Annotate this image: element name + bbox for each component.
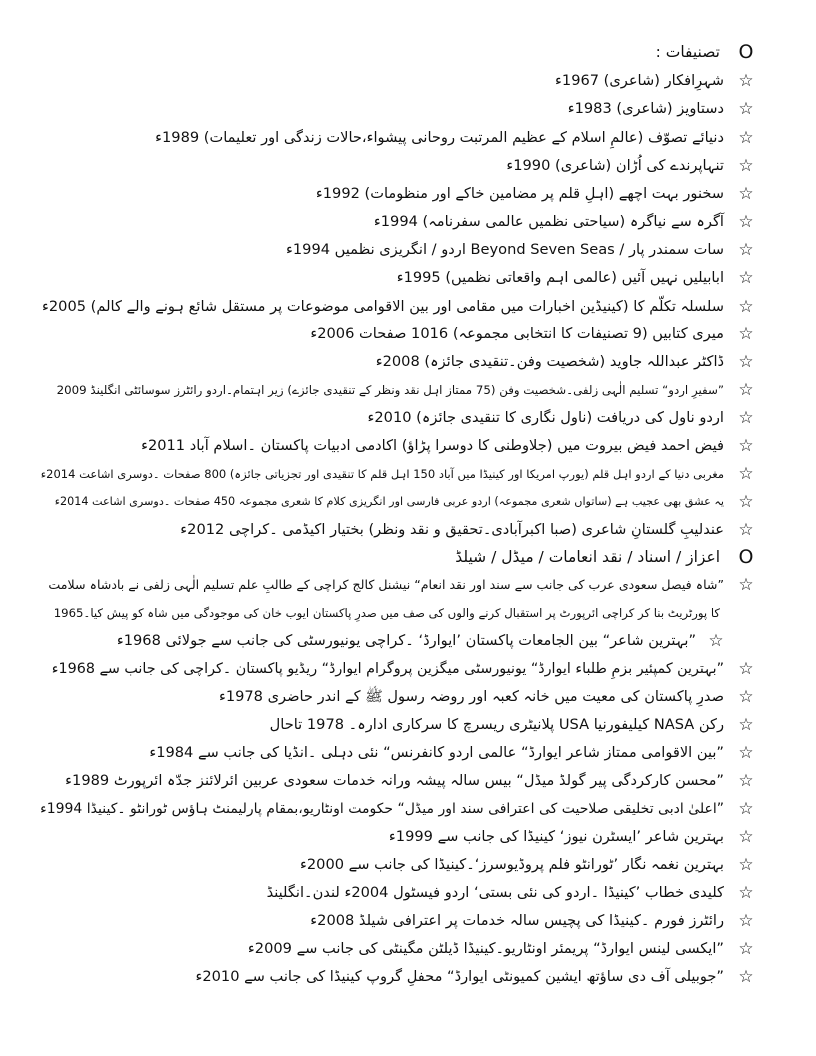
list-item-text: شہرِافکار (شاعری) 1967ء [555,72,724,89]
star-icon: ☆ [708,631,724,651]
star-icon: ☆ [738,743,754,763]
star-icon: ☆ [738,240,754,260]
list-item [0,97,816,123]
list-item [0,741,816,767]
list-item [0,965,816,991]
star-icon: ☆ [738,268,754,288]
list-item-text: کا پورٹریٹ بنا کر کراچی ائرپورٹ پر استقبال کرنے والوں کی صف میں صدرِ پاکستان ایوب خان کی موجودگی میں شاہ کو پیش کیا۔1965 [53,606,720,620]
list-item [0,797,816,823]
star-icon: ☆ [738,855,754,875]
list-item-text: میری کتابیں (9 تصنیفات کا انتخابی مجموعہ) 1016 صفحات 2006ء [310,325,724,342]
list-item [0,406,816,432]
list-item [0,937,816,963]
list-item [0,378,816,404]
list-item-text: سخنور بہت اچھے (اہلِ قلم پر مضامین خاکے اور منظومات) 1992ء [315,185,724,202]
list-item [0,518,816,544]
star-icon: ☆ [738,297,754,317]
star-icon: ☆ [738,324,754,344]
list-item-text: بہترین نغمہ نگار ’ٹورانٹو فلم پروڈیوسرز‘۔کینیڈا کی جانب سے 2000ء [300,856,724,873]
star-icon: ☆ [738,352,754,372]
list-item [0,238,816,264]
list-item-text: بہترین شاعر ’ایسٹرن نیوز‘ کینیڈا کی جانب سے 1999ء [388,828,724,845]
list-item-text: ڈاکٹر عبداللہ جاوید (شخصیت وفن۔تنقیدی جائزہ) 2008ء [375,353,724,370]
star-icon: ☆ [738,883,754,903]
section-heading-publications [0,40,816,66]
star-icon: ☆ [738,71,754,91]
list-item-text: دنیائے تصوّف (عالمِ اسلام کے عظیم المرتبت روحانی پیشواء،حالات زندگی اور تعلیمات) 1989ء [155,129,724,146]
star-icon: ☆ [738,380,754,400]
list-item [0,350,816,376]
list-item [0,629,816,655]
list-item-text: آگرہ سے نیاگرہ (سیاحتی نظمیں عالمی سفرنامہ) 1994ء [373,213,724,230]
section-title: تصنیفات : [655,43,720,61]
star-icon: ☆ [738,408,754,428]
star-icon: ☆ [738,492,754,512]
star-icon: ☆ [738,212,754,232]
star-icon: ☆ [738,464,754,484]
list-item [0,657,816,683]
list-item-text: ”ایکسی لینس ایوارڈ“ پریمئر اونٹاریو۔کینیڈا ڈیلٹن مگینٹی کی جانب سے 2009ء [247,940,724,957]
section-heading-awards [0,545,816,571]
list-item [0,182,816,208]
list-item-text: صدرِ پاکستان کی معیت میں خانہ کعبہ اور روضہ رسول ﷺ کے اندر حاضری 1978ء [218,688,724,705]
star-icon: ☆ [738,771,754,791]
list-item [0,825,816,851]
list-item-text: ”بہترین کمپئیر بزمِ طلباء ایوارڈ“ یونیورسٹی میگزین پروگرام ایوارڈ“ ریڈیو پاکستان ۔کراچی کی جانب سے 1968ء [51,661,724,677]
list-item-text: ابابیلیں نہیں آئیں (عالمی اہم واقعاتی نظمیں) 1995ء [396,269,724,286]
star-icon: ☆ [738,687,754,707]
section-title: اعزاز / اسناد / نقد انعامات / میڈل / شیلڈ [455,548,720,566]
list-item-text: کلیدی خطاب ’کینیڈا ۔اردو کی نئی بستی‘ اردو فیسٹول 2004ء لندن۔انگلینڈ [266,884,724,901]
list-item-text: یہ عشق بھی عجیب ہے (ساتواں شعری مجموعہ) اردو عربی فارسی اور انگریزی کلام کا شعری مجموعہ 450 صفحات ۔دوسری اشاعت 2014ء [54,495,724,508]
list-item-text: تنہاپرندے کی اُڑان (شاعری) 1990ء [506,157,724,174]
list-item [0,126,816,152]
list-item [0,853,816,879]
list-item-text: فیض احمد فیض بیروت میں (جلاوطنی کا دوسرا پڑاؤ) اکادمی ادبیات پاکستان ۔اسلام آباد 2011ء [141,437,724,454]
star-icon: ☆ [738,911,754,931]
list-item [0,322,816,348]
list-item-text: ”سفیرِ اردو“ تسلیم الٰہی زلفی۔شخصیت وفن (75 ممتاز اہل نقد ونظر کے تنقیدی جائزے) زیر اہتمام۔اردو رائٹرز سوسائٹی انگلینڈ 2009 [56,383,724,397]
list-item [0,573,816,599]
list-item [0,462,816,488]
star-icon: ☆ [738,799,754,819]
list-item-text: مغربی دنیا کے اردو اہل قلم (یورپ امریکا اور کینیڈا میں آباد 150 اہل قلم کا تنقیدی اور تجزیاتی جائزہ) 800 صفحات ۔دوسری اشاعت 2014ء [40,467,724,481]
star-icon: ☆ [738,659,754,679]
list-item-text: ”محسن کارکردگی پیر گولڈ میڈل“ بیس سالہ پیشہ ورانہ خدمات سعودی عربین ائرلائنز جدّہ ائرپورٹ 1989ء [65,772,724,789]
list-item-text: دستاویز (شاعری) 1983ء [567,100,724,117]
list-item [0,881,816,907]
list-item [0,713,816,739]
star-icon: ☆ [738,939,754,959]
list-item [0,266,816,292]
list-item-text: سات سمندر پار / Beyond Seven Seas اردو / انگریزی نظمیں 1994ء [286,241,724,258]
list-item [0,909,816,935]
star-icon: ☆ [738,520,754,540]
star-icon: ☆ [738,156,754,176]
star-icon: ☆ [738,967,754,987]
star-icon: ☆ [738,436,754,456]
list-item [0,769,816,795]
list-item [0,154,816,180]
list-item-text: سلسلہ تکلّم کا (کینیڈین اخبارات میں مقامی اور بین الاقوامی موضوعات پر مستقل شائع ہونے والے کالم) 2005ء [42,298,724,315]
list-item-text: ”جوبیلی آف دی ساؤتھ ایشین کمیونٹی ایوارڈ“ محفلِ گروپ کینیڈا کی جانب سے 2010ء [195,968,724,985]
star-icon: ☆ [738,827,754,847]
list-item-text: ”شاہ فیصل سعودی عرب کی جانب سے سند اور نقد انعام“ نیشنل کالج کراچی کے طالبِ علم تسلیم الٰہی زلفی نے بادشاہ سلامت [48,577,724,592]
list-item [0,685,816,711]
star-icon: ☆ [738,715,754,735]
list-item-text: اردو ناول کی دریافت (ناول نگاری کا تنقیدی جائزہ) 2010ء [367,409,724,426]
list-item [0,295,816,321]
star-icon: ☆ [738,99,754,119]
list-item-text: ”اعلیٰ ادبی تخلیقی صلاحیت کی اعترافی سند اور میڈل“ حکومت اونٹاریو،بمقام پارلیمنٹ ہاؤس ٹورانٹو ۔کینیڈا 1994ء [40,801,724,817]
list-item-text: ”بین الاقوامی ممتاز شاعر ایوارڈ“ عالمی اردو کانفرنس“ نئی دہلی ۔انڈیا کی جانب سے 1984ء [149,744,724,761]
list-item-text: ”بہترین شاعر“ بین الجامعات پاکستان ’ایوارڈ‘ ۔کراچی یونیورسٹی کی جانب سے جولائی 1968ء [116,632,696,649]
list-item-text: عندلیبِ گلستانِ شاعری (صبا اکبرآبادی۔تحقیق و نقد ونظر) بختیار اکیڈمی ۔کراچی 2012ء [180,521,724,538]
list-item [0,434,816,460]
section-bullet: O [738,546,754,568]
star-icon: ☆ [738,128,754,148]
list-item-text: رائٹرز فورم ۔کینیڈا کی پچیس سالہ خدمات پر اعترافی شیلڈ 2008ء [310,912,724,929]
section-bullet: O [738,41,754,63]
list-item-continuation [0,601,816,627]
list-item [0,490,816,516]
list-item [0,210,816,236]
list-item-text: رکن NASA کیلیفورنیا USA پلانیٹری ریسرچ کا سرکاری ادارہ۔ 1978 تاحال [269,716,724,733]
list-item [0,69,816,95]
star-icon: ☆ [738,184,754,204]
star-icon: ☆ [738,575,754,595]
